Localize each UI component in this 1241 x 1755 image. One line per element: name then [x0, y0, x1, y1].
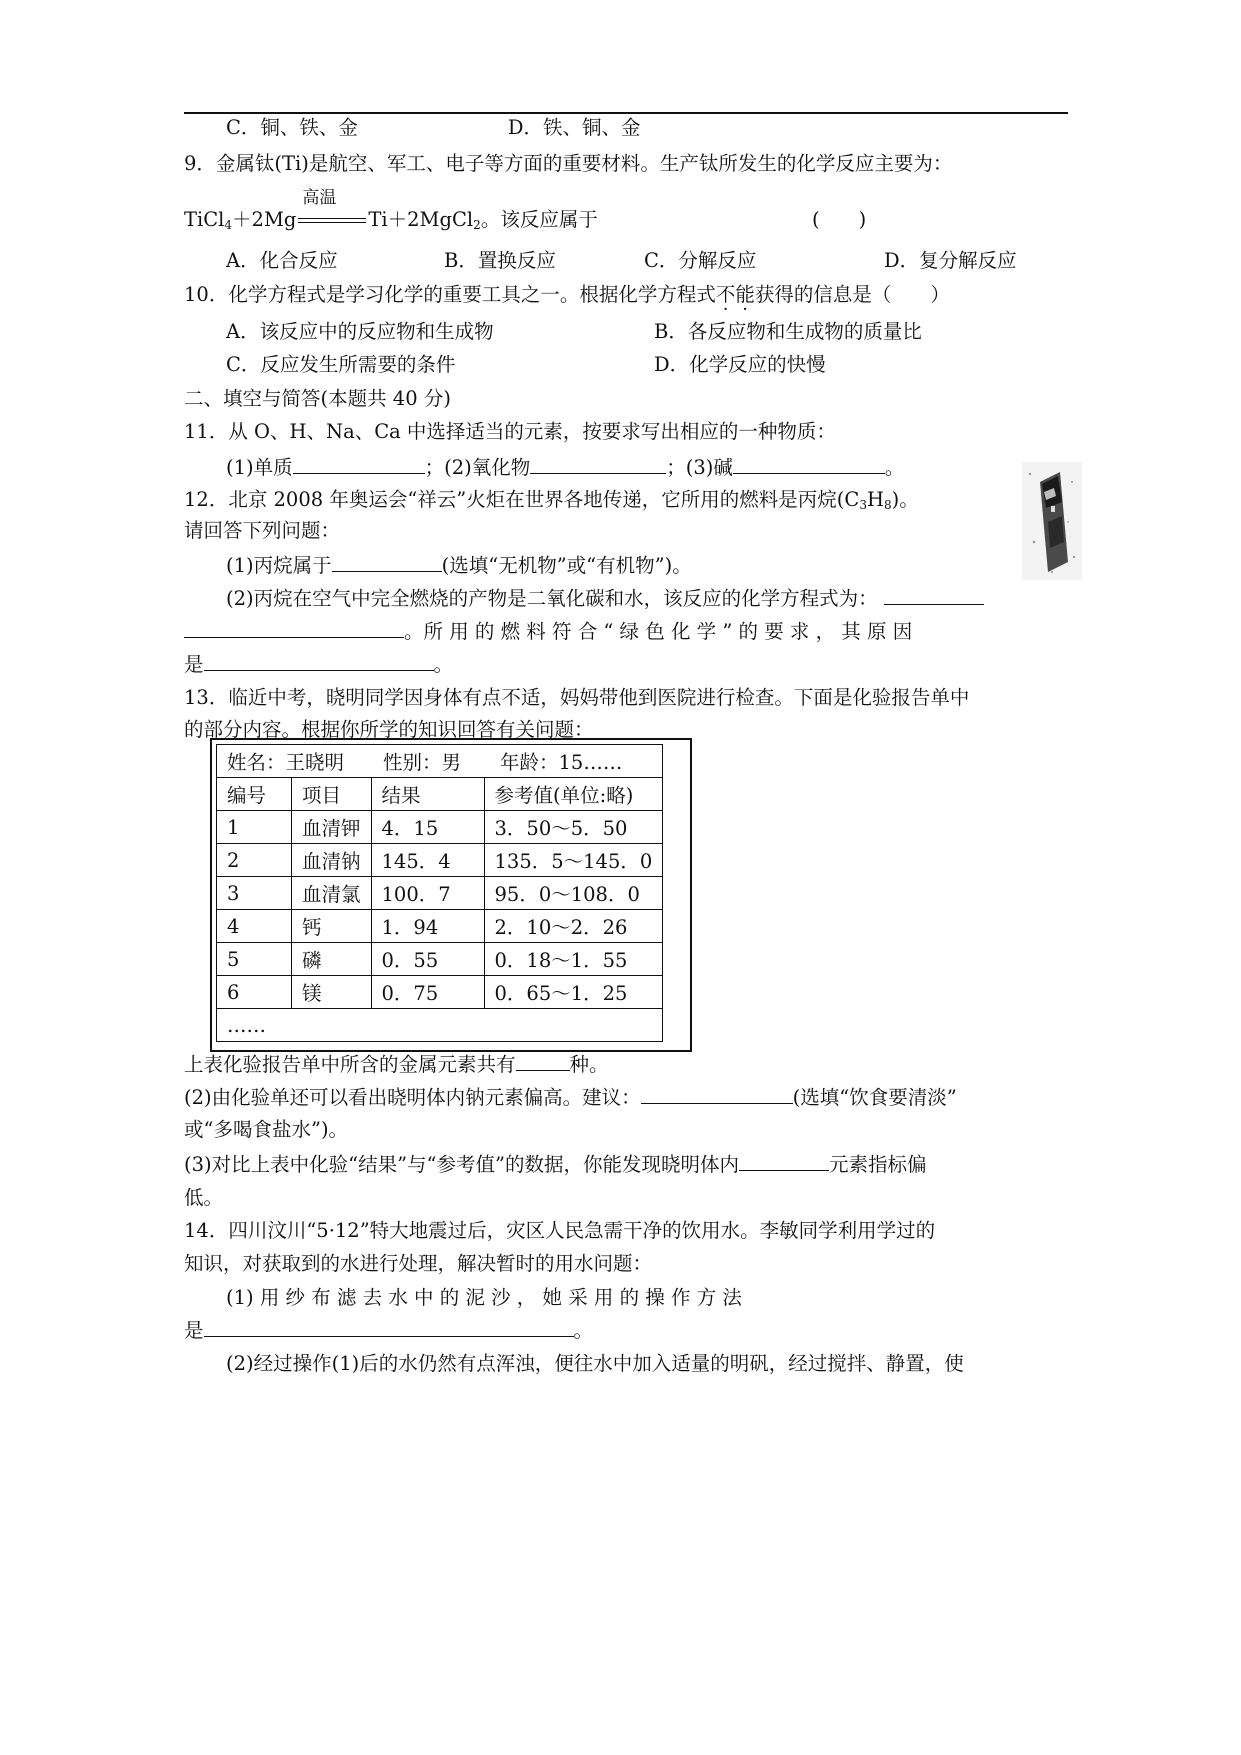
q11-part2-blank[interactable]	[530, 455, 666, 474]
q12-part2c	[184, 652, 453, 677]
table-row	[217, 943, 663, 976]
q10-emphasis-2: 能	[735, 283, 755, 306]
q14-stem1: 14．四川汶川“5·12”特大地震过后，灾区人民急需干净的饮用水。李敏同学利用学过的	[184, 1219, 936, 1242]
q9-stem: 9．金属钛(Ti)是航空、军工、电子等方面的重要材料。生产钛所发生的化学反应主要为：	[184, 152, 953, 175]
table-cell: 6	[217, 976, 292, 1009]
table-row	[217, 877, 663, 910]
q12-reason-blank[interactable]	[204, 652, 434, 671]
q11-parts	[226, 455, 904, 480]
table-cell: 0．55	[371, 943, 484, 976]
q11-part3-blank[interactable]	[733, 455, 885, 474]
table-cell: 1．94	[371, 910, 484, 943]
q13-part2-text: (2)由化验单还可以看出晓明体内钠元素偏高。建议：	[184, 1086, 641, 1109]
q13-part3b: 低。	[184, 1186, 224, 1209]
table-row	[217, 1009, 663, 1042]
table-cell: 5	[217, 943, 292, 976]
table-column-row	[217, 778, 663, 811]
table-row	[217, 976, 663, 1009]
table-cell: 4	[217, 910, 292, 943]
q12-stem	[184, 488, 919, 517]
q11-part1-label: (1)单质	[226, 456, 293, 479]
q9-answer-paren: ( )	[812, 208, 867, 231]
q9-option-a: A．化合反应	[226, 249, 338, 272]
table-cell: 钙	[292, 910, 372, 943]
q12-part1-blank[interactable]	[332, 553, 442, 572]
q10-emphasis-1: 不	[715, 283, 736, 306]
q12-part1-hint: (选填“无机物”或“有机物”)。	[441, 554, 692, 577]
q13-part3-tail: 元素指标偏	[829, 1153, 927, 1176]
q14-part1: (1) 用 纱 布 滤 去 水 中 的 泥 沙 ， 她 采 用 的 操 作 方 法	[226, 1286, 742, 1309]
q12-part2-text: (2)丙烷在空气中完全燃烧的产物是二氧化碳和水，该反应的化学方程式为：	[226, 587, 878, 610]
q10-option-a: A．该反应中的反应物和生成物	[226, 320, 494, 343]
q11-stem: 11．从 O、H、Na、Ca 中选择适当的元素，按要求写出相应的一种物质：	[184, 420, 836, 443]
q12-formula-h: H	[866, 488, 884, 511]
table-cell: 0．75	[371, 976, 484, 1009]
q10-option-d: D．化学反应的快慢	[654, 353, 826, 376]
q13-part2-blank[interactable]	[641, 1085, 793, 1104]
q8-option-c: C．铜、铁、金	[226, 116, 358, 139]
table-cell: 3	[217, 877, 292, 910]
table-header-row	[217, 745, 663, 778]
q8-options	[226, 116, 641, 140]
q12-part2b-text: 。所 用 的 燃 料 符 合 “ 绿 色 化 学 ” 的 要 求 ， 其 原 因	[404, 620, 913, 643]
q13-part1-text: 上表化验报告单中所含的金属元素共有	[184, 1053, 516, 1076]
q13-part1	[184, 1052, 609, 1077]
q13-part3	[184, 1152, 927, 1177]
table-cell: 145．4	[371, 844, 484, 877]
q12-part1-label: (1)丙烷属于	[226, 554, 332, 577]
section-2-heading: 二、填空与简答(本题共 40 分)	[184, 387, 451, 410]
column-header: 项目	[292, 778, 372, 811]
q9-eq-left2: ＋2Mg	[232, 208, 297, 231]
q14-part1b-end: 。	[573, 1319, 594, 1342]
q12-equation-blank[interactable]	[884, 586, 984, 605]
table-cell: 血清钠	[292, 844, 372, 877]
table-ellipsis: ……	[217, 1009, 663, 1042]
table-cell: 0．18～1．55	[484, 943, 663, 976]
q13-part3-text: (3)对比上表中化验“结果”与“参考值”的数据，你能发现晓明体内	[184, 1153, 739, 1176]
q11-part2-label: ；(2)氧化物	[424, 456, 531, 479]
q13-part1-end: 种。	[569, 1053, 609, 1076]
q11-end: 。	[884, 456, 905, 479]
q11-part3-label: ；(3)碱	[666, 456, 733, 479]
table-row	[217, 910, 663, 943]
column-header: 参考值(单位:略)	[484, 778, 663, 811]
q12-equation-blank-2[interactable]	[184, 619, 404, 638]
q13-stem1: 13．临近中考，晓明同学因身体有点不适，妈妈带他到医院进行检查。下面是化验报告单中	[184, 686, 970, 709]
top-rule	[184, 112, 1068, 114]
q9-eq-arrow	[296, 188, 368, 232]
q13-part1-blank[interactable]	[516, 1052, 570, 1071]
table-cell: 95．0～108．0	[484, 877, 663, 910]
q10-option-c: C．反应发生所需要的条件	[226, 353, 456, 376]
q10-stem	[184, 283, 950, 307]
q9-eq-condition: 高温	[302, 188, 337, 208]
q13-part2-hint: (选填“饮食要清淡”	[792, 1086, 957, 1109]
q8-option-d: D．铁、铜、金	[507, 116, 641, 139]
q12-sub-8: 8	[883, 498, 892, 512]
table-cell: 135．5～145．0	[484, 844, 663, 877]
table-cell: 2	[217, 844, 292, 877]
q10-option-b: B．各反应物和生成物的质量比	[654, 320, 922, 343]
q12-part2c-end: 。	[433, 653, 454, 676]
q13-stem2: 的部分内容。根据你所学的知识回答有关问题：	[184, 718, 594, 741]
q13-part2	[184, 1085, 957, 1110]
table-cell: 镁	[292, 976, 372, 1009]
q9-option-b: B．置换反应	[444, 249, 556, 272]
table-row	[217, 811, 663, 844]
q14-part1-blank[interactable]	[204, 1318, 574, 1337]
table-cell: 4．15	[371, 811, 484, 844]
q12-stem2: 请回答下列问题：	[184, 519, 341, 542]
q13-part2b: 或“多喝食盐水”)。	[184, 1118, 349, 1141]
q14-part2: (2)经过操作(1)后的水仍然有点浑浊，便往水中加入适量的明矾，经过搅拌、静置，使	[226, 1352, 964, 1375]
q14-part1b-label: 是	[184, 1319, 204, 1342]
q9-eq-left: TiCl	[184, 208, 225, 231]
q12-stem-post: )。	[891, 488, 919, 511]
table-cell: 血清钾	[292, 811, 372, 844]
q9-equation	[184, 188, 598, 237]
table-cell: 2．10～2．26	[484, 910, 663, 943]
q14-part1b	[184, 1318, 593, 1343]
q12-sub-3: 3	[859, 498, 867, 512]
table-row	[217, 844, 663, 877]
q12-part1	[226, 553, 692, 578]
table-cell: 1	[217, 811, 292, 844]
table-cell: 血清氯	[292, 877, 372, 910]
column-header: 结果	[371, 778, 484, 811]
patient-info: 姓名：王晓明 性别：男 年龄：15……	[217, 745, 663, 778]
table-cell: 3．50～5．50	[484, 811, 663, 844]
q12-part2c-label: 是	[184, 653, 204, 676]
q13-part3-blank[interactable]	[739, 1152, 829, 1171]
lab-report-table	[216, 744, 663, 1042]
q10-stem-post: 获得的信息是（ ）	[754, 283, 950, 306]
table-cell: 100．7	[371, 877, 484, 910]
torch-image	[1022, 462, 1082, 580]
q14-stem2: 知识，对获取到的水进行处理，解决暂时的用水问题：	[184, 1252, 653, 1275]
table-cell: 磷	[292, 943, 372, 976]
q12-part2b	[184, 619, 912, 644]
q9-option-d: D．复分解反应	[884, 249, 1017, 272]
q9-option-c: C．分解反应	[644, 249, 757, 272]
q10-stem-pre: 10．化学方程式是学习化学的重要工具之一。根据化学方程式	[184, 283, 716, 306]
q9-eq-left-sub: 4	[224, 218, 233, 232]
table-cell: 0．65～1．25	[484, 976, 663, 1009]
q11-part1-blank[interactable]	[293, 455, 425, 474]
column-header: 编号	[217, 778, 292, 811]
q9-eq-tail: 。该反应属于	[480, 208, 598, 231]
q12-stem-pre: 12．北京 2008 年奥运会“祥云”火炬在世界各地传递，它所用的燃料是丙烷(C	[184, 488, 860, 511]
q9-eq-right-sub: 2	[473, 218, 481, 232]
q9-eq-right: Ti＋2MgCl	[368, 208, 474, 231]
q12-part2	[226, 586, 984, 611]
